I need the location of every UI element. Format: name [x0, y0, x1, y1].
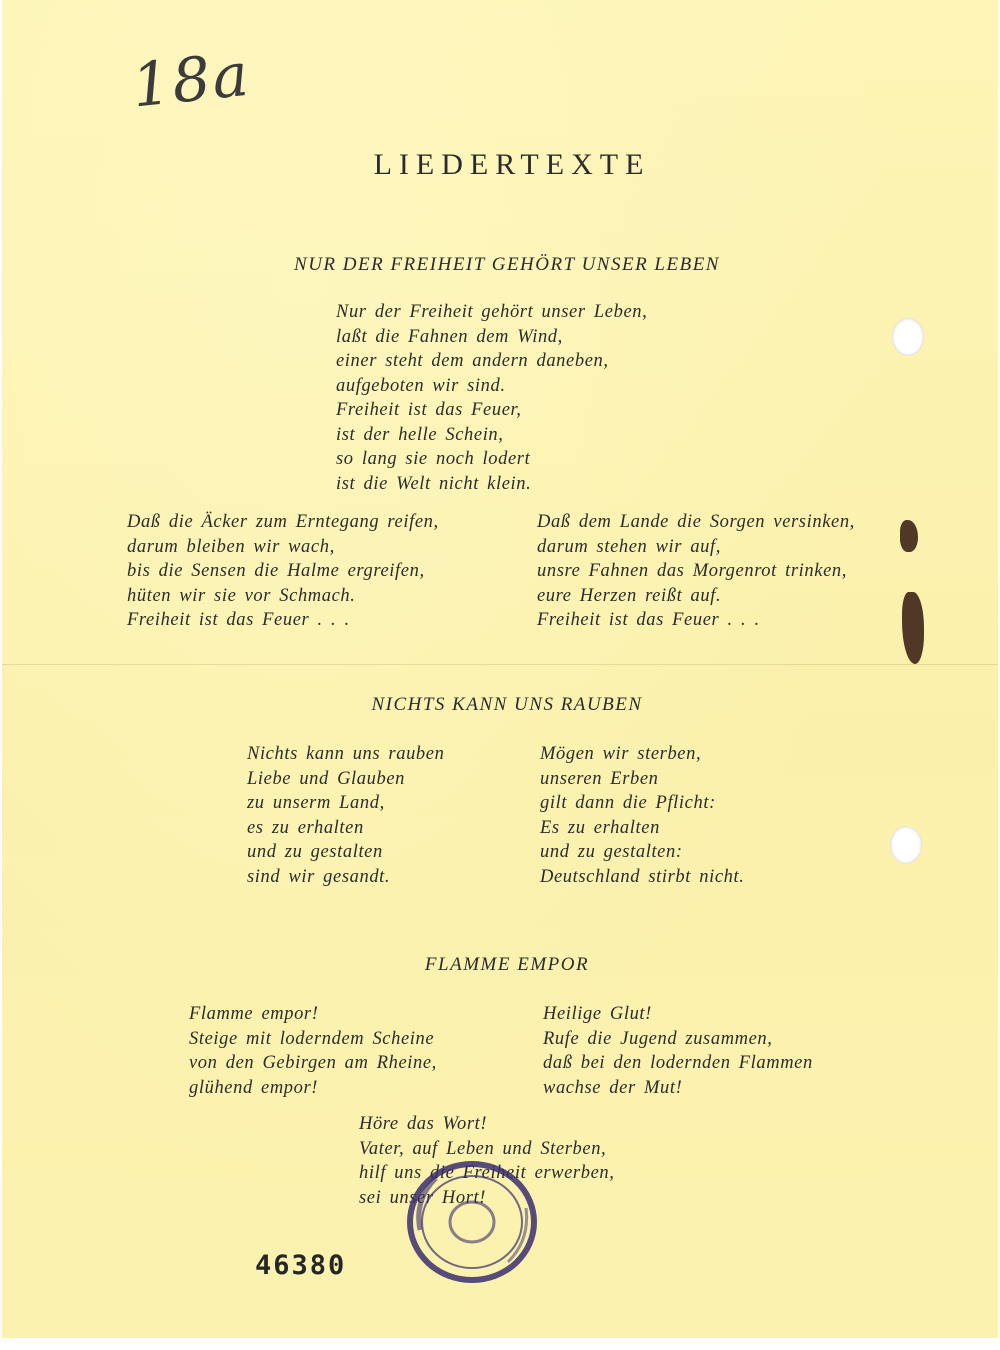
verse-line: Höre das Wort!	[359, 1114, 488, 1134]
song-1-verse-right	[537, 510, 855, 633]
verse-line: einer steht dem andern daneben,	[336, 351, 609, 371]
verse-line: Es zu erhalten	[540, 817, 660, 838]
verse-line: und zu gestalten	[247, 842, 383, 862]
verse-line: glühend empor!	[189, 1077, 319, 1098]
verse-line: wachse der Mut!	[543, 1077, 683, 1098]
song-3-verse-left	[189, 1002, 437, 1100]
verse-line: Deutschland stirbt nicht.	[540, 866, 745, 887]
verse-line: Liebe und Glauben	[247, 768, 406, 789]
verse-line: Daß die Äcker zum Erntegang reifen,	[127, 512, 439, 532]
verse-line: hilf uns die Freiheit erwerben,	[359, 1163, 615, 1183]
song-heading-2: NICHTS KANN UNS RAUBEN	[371, 694, 643, 715]
verse-line: daß bei den lodernden Flammen	[543, 1053, 813, 1073]
verse-line: unseren Erben	[540, 768, 659, 789]
verse-line: es zu erhalten	[247, 817, 364, 838]
ink-stain	[900, 520, 918, 552]
page-title: LIEDERTEXTE	[373, 148, 651, 181]
verse-line: Heilige Glut!	[543, 1004, 652, 1024]
verse-line: unsre Fahnen das Morgenrot trinken,	[537, 561, 847, 581]
verse-line: sind wir gesandt.	[247, 866, 391, 887]
handwritten-annotation: 18a	[128, 39, 254, 122]
verse-line: zu unserm Land,	[247, 793, 385, 813]
verse-line: ist der helle Schein,	[336, 424, 504, 445]
ink-stain	[902, 592, 924, 664]
fold-line	[2, 664, 998, 665]
verse-line: von den Gebirgen am Rheine,	[189, 1053, 437, 1073]
song-3-verse-right	[543, 1002, 813, 1100]
verse-line: Freiheit ist das Feuer,	[336, 400, 522, 420]
verse-line: darum stehen wir auf,	[537, 536, 721, 557]
verse-line: eure Herzen reißt auf.	[537, 585, 722, 606]
verse-line: Freiheit ist das Feuer . . .	[127, 610, 350, 630]
verse-line: Flamme empor!	[189, 1004, 319, 1024]
verse-line: so lang sie noch lodert	[336, 449, 531, 469]
verse-line: gilt dann die Pflicht:	[540, 793, 716, 813]
verse-line: Vater, auf Leben und Sterben,	[359, 1138, 607, 1159]
archive-number: 46380	[255, 1250, 347, 1281]
verse-line: sei unser Hort!	[359, 1187, 487, 1208]
verse-line: aufgeboten wir sind.	[336, 375, 506, 396]
verse-line: Mögen wir sterben,	[540, 744, 702, 764]
verse-line: hüten wir sie vor Schmach.	[127, 585, 356, 606]
verse-line: Daß dem Lande die Sorgen versinken,	[537, 512, 855, 532]
verse-line: laßt die Fahnen dem Wind,	[336, 326, 563, 347]
document-page	[2, 0, 998, 1338]
punch-hole	[892, 318, 924, 356]
verse-line: Nichts kann uns rauben	[247, 744, 445, 764]
verse-line: darum bleiben wir wach,	[127, 536, 335, 557]
verse-line: und zu gestalten:	[540, 842, 683, 862]
song-1-verse-left	[127, 510, 439, 633]
punch-hole	[890, 826, 922, 864]
verse-line: Steige mit loderndem Scheine	[189, 1028, 435, 1049]
song-2-verse-left	[247, 742, 444, 889]
ink-stamp-icon	[400, 1160, 540, 1290]
verse-line: Freiheit ist das Feuer . . .	[537, 610, 760, 630]
song-2-verse-right	[540, 742, 744, 889]
song-1-refrain	[336, 300, 647, 496]
song-heading-1: NUR DER FREIHEIT GEHÖRT UNSER LEBEN	[294, 254, 720, 275]
song-heading-3: FLAMME EMPOR	[424, 954, 590, 975]
verse-line: Rufe die Jugend zusammen,	[543, 1028, 773, 1049]
verse-line: ist die Welt nicht klein.	[336, 473, 532, 494]
verse-line: bis die Sensen die Halme ergreifen,	[127, 561, 425, 581]
verse-line: Nur der Freiheit gehört unser Leben,	[336, 302, 648, 322]
